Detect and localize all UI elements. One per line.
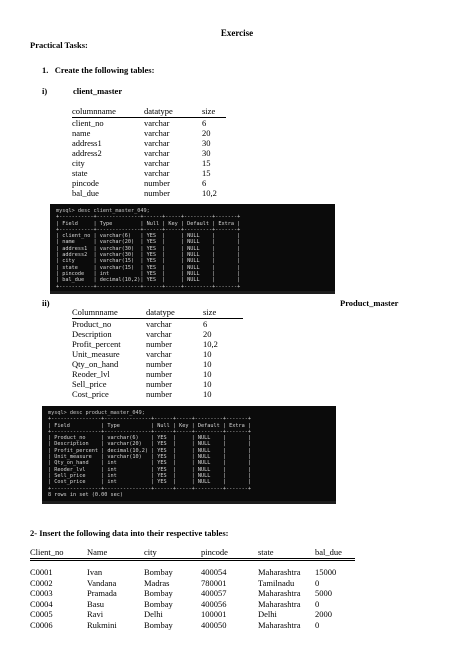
table-cell: Rukmini (87, 619, 117, 630)
table-cell: 15 (202, 158, 211, 168)
terminal-line: | city | varchar(15) | YES | | NULL | | (56, 258, 241, 265)
terminal-line: | Sell_price | int | YES | | NULL | | (48, 472, 252, 479)
table-cell: varchar (144, 158, 170, 168)
item-ii-name: Product_master (340, 298, 399, 308)
table-cell: number (144, 178, 170, 188)
table-row (72, 188, 226, 198)
table-cell: Pramada (87, 588, 117, 598)
table-row (30, 620, 355, 631)
product-spec-col-size: size (203, 307, 217, 317)
terminal-screenshot-product (42, 406, 336, 504)
table-cell: varchar (144, 168, 170, 178)
table-cell: 10,2 (202, 188, 217, 198)
terminal-line: | state | varchar(15) | YES | | NULL | | (56, 264, 241, 271)
table-cell: Unit_measure (72, 349, 120, 359)
product-spec-table (72, 307, 243, 399)
table-cell: 6 (202, 118, 207, 128)
terminal-line: | Field | Type | Null | Key | Default | Extra | (56, 220, 241, 227)
table-cell: Profit_percent (72, 339, 121, 349)
table-cell: 10 (203, 379, 212, 389)
table-cell: number (146, 339, 172, 349)
table-cell: C0003 (30, 588, 53, 598)
item-i-name: client_master (73, 86, 123, 96)
table-cell: 0 (315, 598, 320, 609)
table-cell: address2 (72, 148, 102, 158)
table-cell: varchar (144, 138, 170, 148)
table-cell: number (146, 389, 172, 399)
table-cell: address1 (72, 138, 102, 148)
table-cell: 400050 (201, 619, 227, 630)
table-row (30, 578, 355, 589)
table-cell: number (144, 188, 170, 198)
table-cell: number (146, 379, 172, 389)
table-row (72, 128, 226, 138)
table-cell: 10 (203, 369, 212, 379)
table-cell: 400057 (201, 588, 227, 598)
table-cell: number (146, 369, 172, 379)
table-cell: Sell_price (72, 379, 107, 389)
table-cell: C0001 (30, 567, 53, 577)
table-cell: Vandana (87, 577, 117, 588)
table-row (72, 319, 243, 329)
table-cell: client_no (72, 118, 104, 128)
table-cell: varchar (146, 319, 172, 329)
client-data-col-pincode: pincode (201, 547, 228, 557)
section-heading: Practical Tasks: (30, 40, 88, 50)
table-cell: 400056 (201, 598, 227, 609)
table-cell: Product_no (72, 319, 112, 329)
terminal-command: mysql> desc product_master_049; (48, 410, 145, 416)
table-cell: Maharashtra (258, 567, 301, 577)
client-data-header-rule (30, 559, 355, 561)
table-cell: C0006 (30, 619, 53, 630)
table-cell: Ivan (87, 567, 103, 577)
table-row (72, 178, 226, 188)
table-cell: state (72, 168, 88, 178)
product-spec-col-name: Columnname (72, 307, 118, 317)
task-2-heading: 2- Insert the following data into their respective tables: (30, 528, 229, 538)
table-cell: varchar (144, 148, 170, 158)
terminal-line: | address2 | varchar(30) | YES | | NULL | | (56, 252, 241, 259)
terminal-line: | address1 | varchar(30) | YES | | NULL | | (56, 245, 241, 252)
table-cell: 2000 (315, 609, 332, 619)
table-cell: 30 (202, 138, 211, 148)
table-row (30, 609, 355, 620)
terminal-output (56, 214, 329, 290)
table-cell: Delhi (258, 609, 277, 619)
item-ii-number: ii) (42, 298, 50, 308)
table-cell: Tamilnadu (258, 577, 295, 588)
table-cell: varchar (144, 118, 170, 128)
table-cell: varchar (146, 349, 172, 359)
terminal-line: +----------------+---------------+------+-----+---------+-------+ (48, 428, 252, 435)
table-cell: C0002 (30, 577, 53, 588)
table-cell: 20 (202, 128, 211, 138)
table-row (72, 138, 226, 148)
client-spec-col-name: columnname (72, 106, 116, 116)
terminal-line: | Cost_price | int | YES | | NULL | | (48, 479, 252, 486)
table-cell: varchar (144, 128, 170, 138)
client-data-rows (30, 567, 355, 630)
terminal-line: +-----------+--------------+------+-----+---------+-------+ (56, 283, 241, 290)
client-data-col-state: state (258, 547, 274, 557)
table-cell: 6 (203, 319, 208, 329)
terminal-line: +-----------+--------------+------+-----+---------+-------+ (56, 226, 241, 233)
table-cell: Bombay (144, 619, 173, 630)
table-cell: bal_due (72, 188, 99, 198)
terminal-line: | Qty_on_hand | int | YES | | NULL | | (48, 460, 252, 467)
table-cell: 780001 (201, 577, 227, 588)
terminal-line: +-----------+--------------+------+-----+---------+-------+ (56, 214, 241, 221)
table-cell: Delhi (144, 609, 163, 619)
table-row (72, 339, 243, 349)
table-row (30, 567, 355, 578)
table-cell: Maharashtra (258, 598, 301, 609)
table-row (72, 349, 243, 359)
table-cell: Ravi (87, 609, 104, 619)
terminal-line: 8 rows in set (0.00 sec) (48, 491, 123, 498)
client-spec-rows (72, 118, 226, 198)
client-data-table (30, 546, 355, 630)
client-data-col-bal-due: bal_due (315, 547, 342, 557)
table-cell: city (72, 158, 85, 168)
item-i-number: i) (42, 86, 48, 96)
table-row (30, 588, 355, 599)
client-spec-col-size: size (202, 106, 216, 116)
table-cell: 10 (203, 359, 212, 369)
table-cell: Description (72, 329, 112, 339)
client-data-col-client-no: Client_no (30, 547, 64, 557)
terminal-line: +----------------+---------------+------+-----+---------+-------+ (48, 485, 252, 492)
client-spec-col-type: datatype (144, 106, 173, 116)
terminal-output (48, 416, 330, 498)
table-cell: number (146, 359, 172, 369)
terminal-line: | pincode | int | YES | | NULL | | (56, 270, 241, 277)
product-spec-col-type: datatype (146, 307, 175, 317)
table-cell: 30 (202, 148, 211, 158)
terminal-line: | bal_due | decimal(10,2)| YES | | NULL | | (56, 277, 241, 284)
page-title: Exercise (220, 28, 254, 38)
table-row (72, 359, 243, 369)
table-cell: 10 (203, 389, 212, 399)
table-row (72, 148, 226, 158)
client-data-header (30, 546, 355, 559)
terminal-line: | Product_no | varchar(6) | YES | | NULL | | (48, 435, 252, 442)
table-cell: 0 (315, 619, 320, 630)
product-spec-header (72, 307, 243, 319)
table-cell: Maharashtra (258, 619, 301, 630)
terminal-line: +----------------+---------------+------+-----+---------+-------+ (48, 416, 252, 423)
table-row (72, 118, 226, 128)
product-spec-rows (72, 319, 243, 399)
terminal-line: | name | varchar(20) | YES | | NULL | | (56, 239, 241, 246)
table-cell: name (72, 128, 91, 138)
table-cell: 10 (203, 349, 212, 359)
terminal-command: mysql> desc client_master_049; (56, 208, 150, 214)
table-cell: 15000 (315, 567, 337, 577)
table-row (72, 168, 226, 178)
table-cell: Bombay (144, 598, 173, 609)
table-cell: 15 (202, 168, 211, 178)
table-cell: 100001 (201, 609, 227, 619)
table-cell: Madras (144, 577, 170, 588)
table-cell: Bombay (144, 588, 173, 598)
client-spec-table (72, 106, 226, 198)
table-row (30, 599, 355, 610)
terminal-scrollbar (50, 291, 335, 294)
table-cell: Reoder_lvl (72, 369, 110, 379)
client-spec-header (72, 106, 226, 118)
terminal-line: | client_no | varchar(6) | YES | | NULL | | (56, 233, 241, 240)
terminal-line: | Field | Type | Null | Key | Default | Extra | (48, 422, 252, 429)
terminal-scrollbar (42, 501, 336, 504)
table-cell: Basu (87, 598, 104, 609)
terminal-line: | Profit_percent | decimal(10,2) | YES | | NULL | | (48, 447, 252, 454)
table-cell: C0005 (30, 609, 53, 619)
table-cell: Maharashtra (258, 588, 301, 598)
table-cell: Bombay (144, 567, 173, 577)
table-cell: 10,2 (203, 339, 218, 349)
terminal-line: | Reoder_lvl | int | YES | | NULL | | (48, 466, 252, 473)
table-cell: C0004 (30, 598, 53, 609)
table-cell: 20 (203, 329, 212, 339)
table-cell: Cost_price (72, 389, 109, 399)
client-data-col-name: Name (87, 547, 108, 557)
table-row (72, 329, 243, 339)
table-cell: 5000 (315, 588, 332, 598)
table-row (72, 379, 243, 389)
terminal-screenshot-client (50, 204, 335, 294)
table-cell: Qty_on_hand (72, 359, 119, 369)
table-cell: pincode (72, 178, 99, 188)
client-data-col-city: city (144, 547, 157, 557)
table-cell: 400054 (201, 567, 227, 577)
table-row (72, 389, 243, 399)
task-1-heading: 1. Create the following tables: (42, 65, 155, 75)
terminal-line: | Description | varchar(20) | YES | | NULL | | (48, 441, 252, 448)
table-cell: 0 (315, 577, 320, 588)
table-row (72, 158, 226, 168)
table-cell: 6 (202, 178, 207, 188)
table-row (72, 369, 243, 379)
terminal-line: | Unit_measure | varchar(10) | YES | | NULL | | (48, 454, 252, 461)
table-cell: varchar (146, 329, 172, 339)
